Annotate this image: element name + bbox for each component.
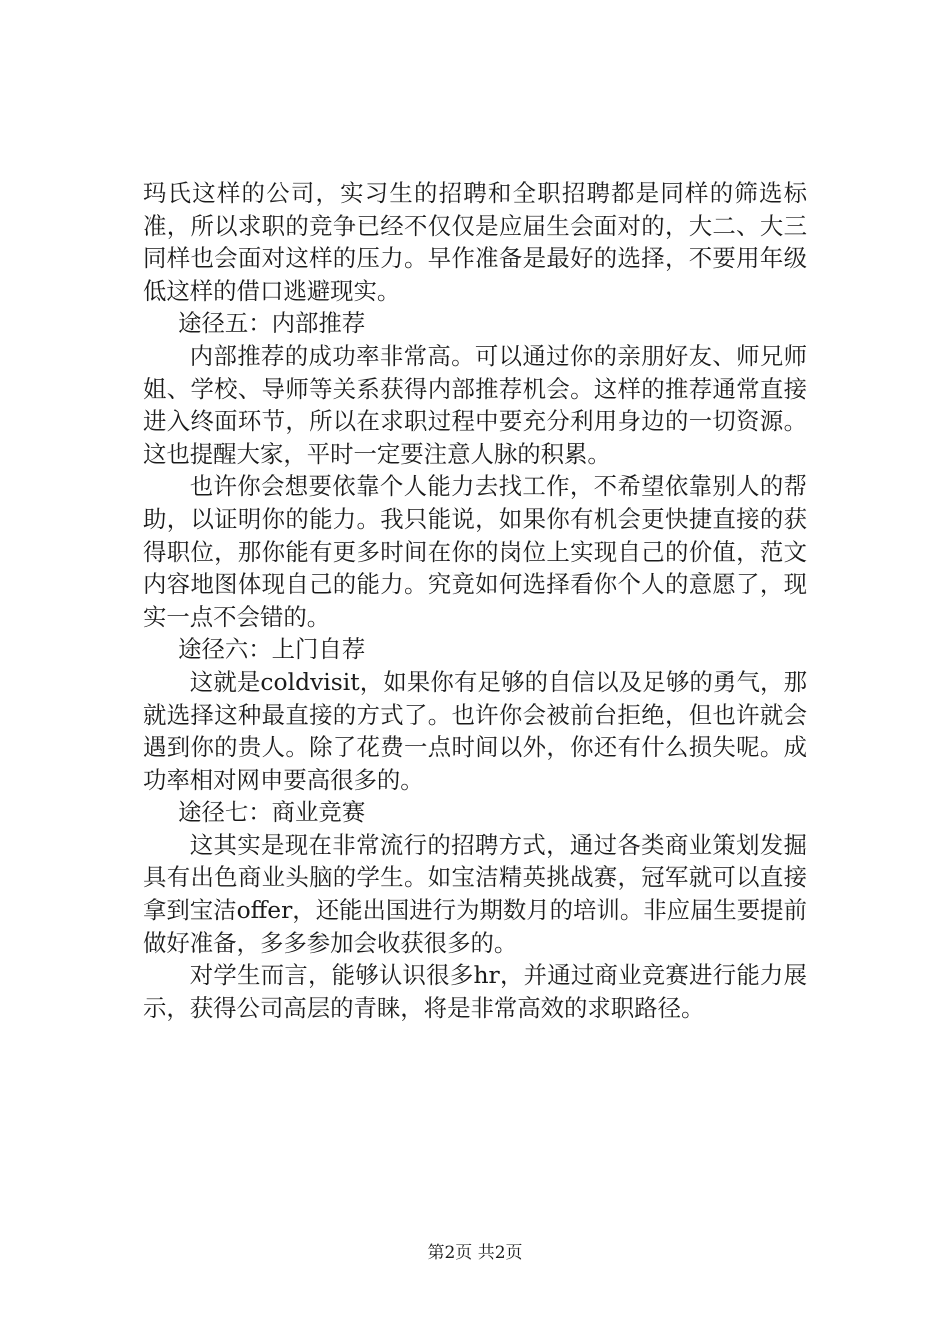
paragraph: 这就是coldvisit，如果你有足够的自信以及足够的勇气，那就选择这种最直接的方式了。也许你会被前台拒绝，但也许就会遇到你的贵人。除了花费一点时间以外，你还有什么损失呢。成功率相对网申要高很多的。 [143,667,807,794]
section-heading-six: 途径六：上门自荐 [178,635,366,664]
page-number: 第2页 共2页 [427,1243,523,1263]
paragraph: 内部推荐的成功率非常高。可以通过你的亲朋好友、师兄师姐、学校、导师等关系获得内部推荐机会。这样的推荐通常直接进入终面环节，所以在求职过程中要充分利用身边的一切资源。这也提醒大家，平时一定要注意人脉的积累。 [143,341,807,468]
paragraph-continuation: 玛氏这样的公司，实习生的招聘和全职招聘都是同样的筛选标准，所以求职的竞争已经不仅仅是应届生会面对的，大二、大三同样也会面对这样的压力。早作准备是最好的选择，不要用年级低这样的借口逃避现实。 [143,179,807,305]
section-heading-five: 途径五：内部推荐 [178,309,366,338]
section-heading-seven: 途径七：商业竞赛 [178,798,366,827]
page-footer [0,1242,950,1264]
paragraph: 对学生而言，能够认识很多hr，并通过商业竞赛进行能力展示，获得公司高层的青睐，将是非常高效的求职路径。 [143,961,807,1022]
paragraph: 也许你会想要依靠个人能力去找工作，不希望依靠别人的帮助，以证明你的能力。我只能说，如果你有机会更快捷直接的获得职位，那你能有更多时间在你的岗位上实现自己的价值，范文内容地图体现自己的能力。究竟如何选择看你个人的意愿了，现实一点不会错的。 [143,472,807,631]
document-body [143,177,807,1024]
paragraph: 这其实是现在非常流行的招聘方式，通过各类商业策划发掘具有出色商业头脑的学生。如宝洁精英挑战赛，冠军就可以直接拿到宝洁offer，还能出国进行为期数月的培训。非应届生要提前做好准备，多多参加会收获很多的。 [143,830,807,957]
